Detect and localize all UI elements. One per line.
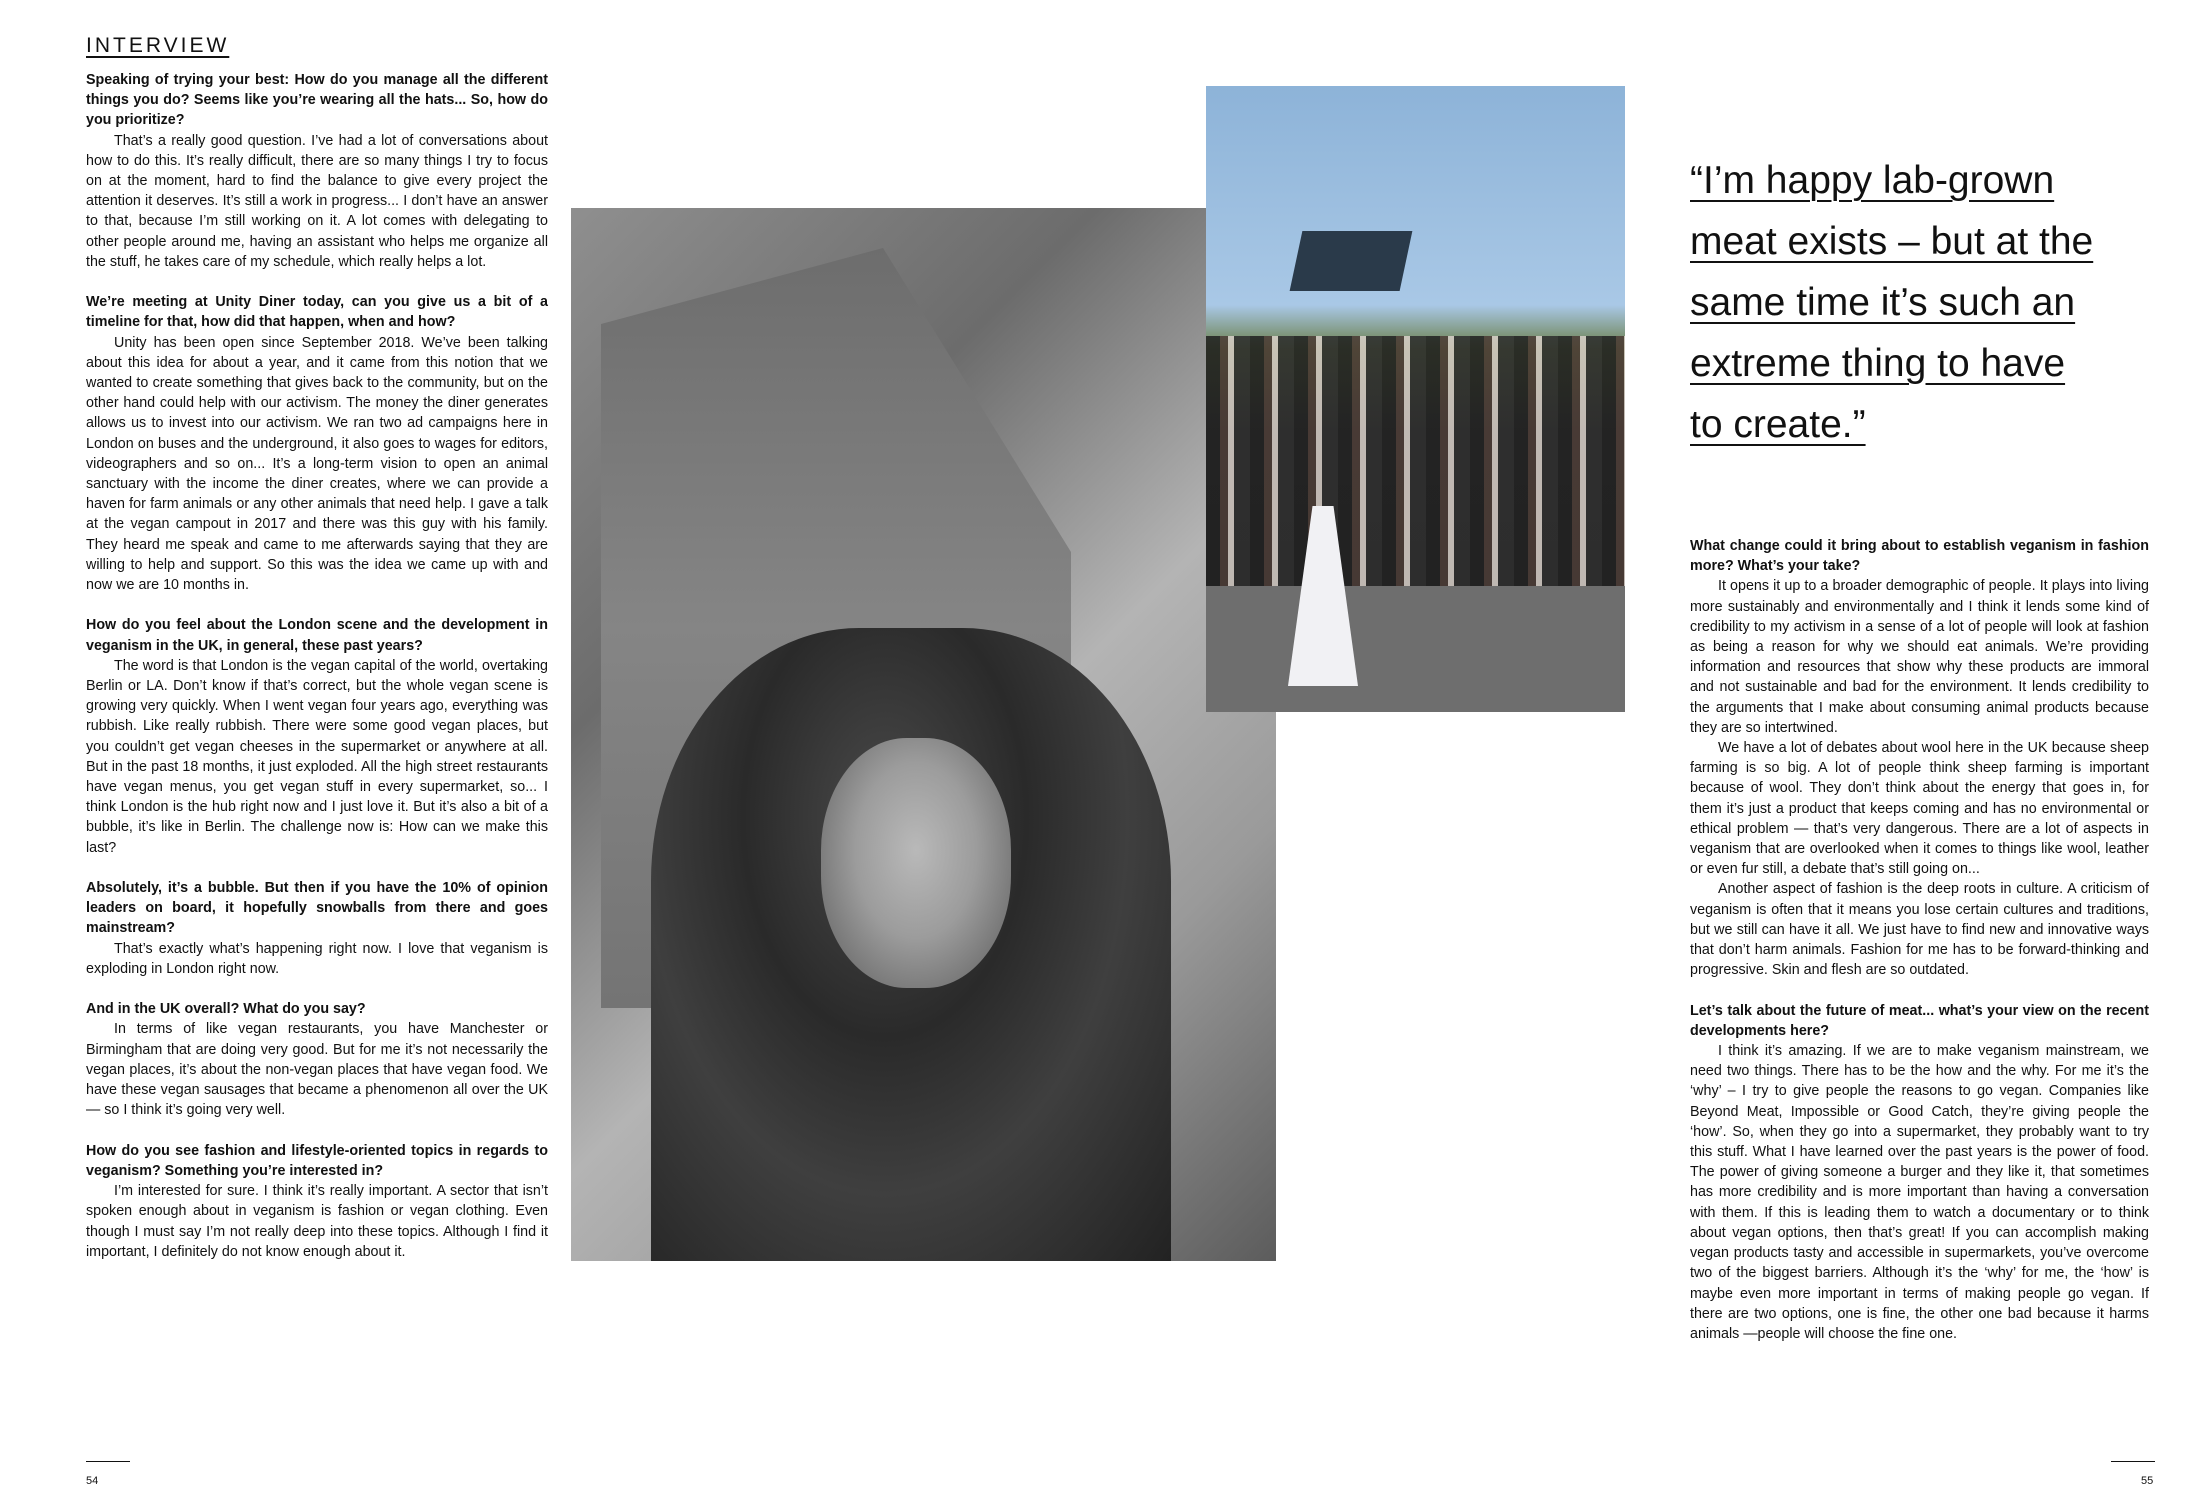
interview-answer: Unity has been open since September 2018. We’ve been talking about this idea for about a year, and it came from this notion that we wanted to create something that gives back to the community, but on the other hand could help with our activism. The money the diner generates allows us to invest into our activism. We ran two ad campaigns here in London on buses and the underground, it also goes to wages for editors, videographers and so on... It’s a long-term vision to open an animal sanctuary with the income the diner creates, where we can provide a haven for farm animals or any other animals that need help. I gave a talk at the vegan campout in 2017 and there was this guy with his family. They heard me speak and came to me afterwards saying that they are willing to help and support. So this was the idea we came up with and now we are 10 months in. [86, 334, 548, 594]
interview-question: How do you see fashion and lifestyle-oriented topics in regards to veganism? Something you’re interested in? [86, 1142, 548, 1179]
interview-answer: In terms of like vegan restaurants, you have Manchester or Birmingham that are doing very good. But for me it’s not necessarily the vegan places, it’s about the non-vegan places that have vegan food. We have these vegan sausages that became a phenomenon all over the UK — so I think it’s going very well. [86, 1021, 548, 1119]
interview-question: And in the UK overall? What do you say? [86, 1001, 366, 1018]
road [1206, 586, 1625, 712]
interview-question: We’re meeting at Unity Diner today, can you give us a bit of a timeline for that, how did that happen, when and how? [86, 294, 548, 331]
portrait-photo [571, 208, 1276, 1261]
pull-quote-line: same time it’s such an [1690, 281, 2076, 324]
protest-photo [1206, 86, 1625, 712]
interview-answer: We have a lot of debates about wool here in the UK because sheep farming is so big. A lot of people think sheep farming is important because of wool. They don’t think about the energy that goes in, for them it’s just a product that keeps coming and has no environmental or ethical problem — that’s very dangerous. There are a lot of aspects in veganism that are overlooked when it comes to things like wool, leather or even fur still, a debate that’s still going on... [1690, 740, 2149, 878]
interview-question: Absolutely, it’s a bubble. But then if you have the 10% of opinion leaders on board, it hopefully snowballs from there and goes mainstream? [86, 880, 548, 937]
face [821, 738, 1011, 988]
interview-answer: The word is that London is the vegan capital of the world, overtaking Berlin or LA. Don’t know if that’s correct, but the whole vegan scene is growing very quickly. When I went vegan four years ago, everything was rubbish. Like really rubbish. There were some good vegan places, but you couldn’t get vegan cheeses in the supermarket or anywhere at all. But in the past 18 months, it just exploded. All the high street restaurants have vegan menus, you get vegan stuff in every supermarket, so... I think London is the hub right now and I just love it. But it’s also a bit of a bubble, it’s like in Berlin. The challenge now is: How can we make this last? [86, 657, 548, 856]
folio-rule-right [2111, 1461, 2155, 1462]
interview-answer: That’s a really good question. I’ve had a lot of conversations about how to do this. It’s really difficult, there are so many things I try to focus on at the moment, hard to find the balance to give every project the attention it deserves. It’s still a work in progress... I don’t have an answer to that, because I’m still working on it. A lot comes with delegating to other people around me, having an assistant who helps me organize all the stuff, he takes care of my schedule, which really helps a lot. [86, 132, 548, 270]
interview-answer: Another aspect of fashion is the deep roots in culture. A criticism of veganism is often that it means you lose certain cultures and traditions, but we still can have it all. We just have to find new and innovative ways that don’t harm animals. Fashion for me has to be forward-thinking and progressive. Skin and flesh are so outdated. [1690, 881, 2149, 979]
paragraph-gap [86, 272, 548, 292]
pull-quote-line: extreme thing to have [1690, 342, 2066, 385]
paragraph-gap [1690, 980, 2149, 1000]
folio-rule-left [86, 1461, 130, 1462]
pull-quote-line: “I’m happy lab-grown [1690, 159, 2055, 202]
pull-quote-line: to create.” [1690, 403, 1866, 446]
paragraph-gap [86, 1121, 548, 1141]
interview-question: How do you feel about the London scene and the development in veganism in the UK, in general, these past years? [86, 617, 548, 654]
flag [1290, 231, 1413, 291]
interview-question: Let’s talk about the future of meat... what’s your view on the recent developments here? [1690, 1002, 2149, 1039]
interview-answer: That’s exactly what’s happening right now. I love that veganism is exploding in London right now. [86, 940, 548, 977]
interview-question: What change could it bring about to establish veganism in fashion more? What’s your take? [1690, 538, 2149, 575]
paragraph-gap [86, 979, 548, 999]
pull-quote [1690, 150, 2160, 455]
interview-answer: I’m interested for sure. I think it’s really important. A sector that isn’t spoken enough about in veganism is fashion or vegan clothing. Even though I must say I’m not really deep into these topics. Although I find it important, I definitely do not know enough about it. [86, 1183, 548, 1260]
right-article-column [1690, 536, 2149, 1344]
pull-quote-line: meat exists – but at the [1690, 220, 2094, 263]
paragraph-gap [86, 595, 548, 615]
paragraph-gap [86, 858, 548, 878]
page-number-right: 55 [2141, 1475, 2154, 1487]
page-number-left: 54 [86, 1475, 99, 1487]
interview-question: Speaking of trying your best: How do you manage all the different things you do? Seems like you’re wearing all the hats... So, how do you prioritize? [86, 72, 548, 129]
interview-answer: It opens it up to a broader demographic of people. It plays into living more sustainably and environmentally and I think it lends some kind of credibility to my activism in a sense of a lot of people will look at fashion as being a reason for why we should eat animals. We’re providing information and resources that show why these products are immoral and not sustainable and bad for the environment. It lends credibility to the arguments that I make about consuming animal products because they are so intertwined. [1690, 578, 2149, 736]
left-article-column [86, 70, 548, 1262]
interview-answer: I think it’s amazing. If we are to make veganism mainstream, we need two things. There has to be the how and the why. For me it’s the ‘why’ – I try to give people the reasons to go vegan. Companies like Beyond Meat, Impossible or Good Catch, they’re giving people the ‘how’. So, when they go into a supermarket, they probably want to try this stuff. What I have learned over the past years is the power of food. The power of giving someone a burger and they like it, that sometimes has more credibility and is more important than having a conversation with them. If this is leading them to watch a documentary or to think about vegan options, then that’s great! If you can accomplish making vegan products tasty and accessible in supermarkets, you’ve overcome two of the biggest barriers. Although it’s the ‘why’ for me, the ‘how’ is maybe even more important in terms of making people go vegan. If there are two options, one is fine, the other one bad because it harms animals —people will choose the fine one. [1690, 1043, 2149, 1342]
section-label: INTERVIEW [86, 34, 230, 57]
